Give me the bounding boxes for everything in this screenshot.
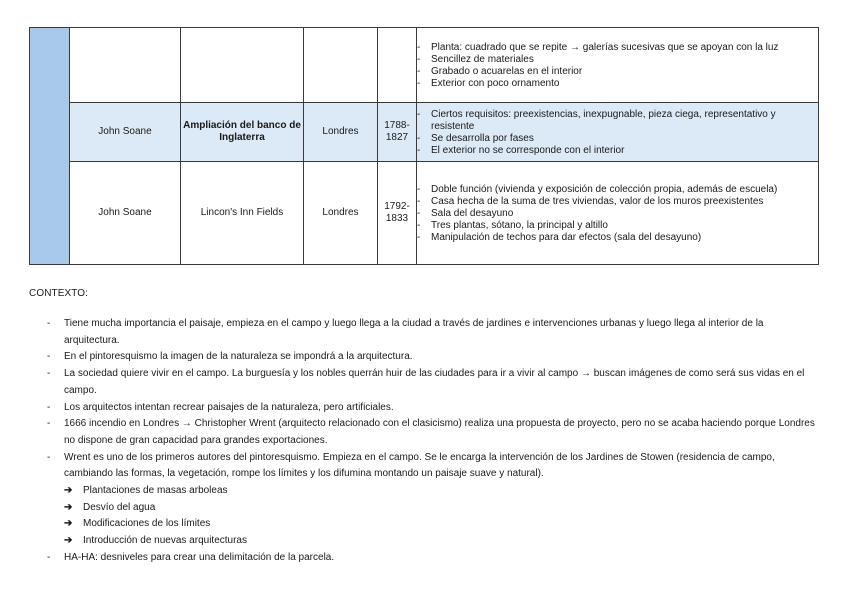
arrow-right-icon: ➔ — [64, 518, 73, 530]
context-item — [29, 550, 819, 567]
context-subitem-text: Modificaciones de los límites — [83, 518, 211, 530]
context-item-text: La sociedad quiere vivir en el campo. La burguesía y los nobles querrán huir de las ciudades para ir a vivir al campo → buscan imágenes de como será sus vidas en el campo. — [64, 368, 805, 396]
description-item: - Grabado o acuarelas en el interior — [417, 66, 818, 78]
bullet-dash: - — [47, 418, 51, 430]
table-row — [30, 162, 819, 265]
architect-cell — [70, 28, 181, 103]
description-cell — [417, 28, 819, 103]
bullet-dash: - — [47, 368, 51, 380]
table-row — [30, 28, 819, 103]
bullet-dash: - — [47, 351, 51, 363]
work-name-cell: Ampliación del banco de Inglaterra — [181, 103, 304, 162]
description-item: - Ciertos requisitos: preexistencias, inexpugnable, pieza ciega, representativo y resistente — [417, 109, 818, 133]
architect-cell: John Soane — [70, 162, 181, 265]
context-item — [29, 450, 819, 550]
context-subitem-text: Desvío del agua — [83, 501, 156, 513]
context-subitem — [64, 533, 819, 550]
context-subitem — [64, 516, 819, 533]
description-list — [417, 183, 818, 244]
description-cell — [417, 103, 819, 162]
description-item: - Casa hecha de la suma de tres viviendas, valor de los muros preexistentes — [417, 196, 818, 208]
architect-cell: John Soane — [70, 103, 181, 162]
description-item: - Planta: cuadrado que se repite → galerías sucesivas que se apoyan con la luz — [417, 42, 818, 54]
city-cell: Londres — [304, 103, 378, 162]
description-item: - Se desarrolla por fases — [417, 133, 818, 145]
arrow-right-icon: ➔ — [64, 535, 73, 547]
description-item: - Exterior con poco ornamento — [417, 78, 818, 90]
description-item: - Tres plantas, sótano, la principal y altillo — [417, 220, 818, 232]
architecture-table — [29, 27, 819, 265]
description-item: - Sencillez de materiales — [417, 54, 818, 66]
context-item — [29, 316, 819, 349]
context-item-text: HA-HA: desniveles para crear una delimitación de la parcela. — [64, 551, 335, 563]
context-item — [29, 416, 819, 449]
context-subitem — [64, 483, 819, 500]
description-item: - Sala del desayuno — [417, 208, 818, 220]
arrow-right-icon: ➔ — [64, 485, 73, 497]
context-sublist — [64, 483, 819, 550]
context-heading: CONTEXTO: — [29, 288, 89, 299]
description-list — [417, 41, 818, 90]
context-item — [29, 349, 819, 366]
city-cell — [304, 28, 378, 103]
date-cell — [378, 28, 417, 103]
table-row — [30, 103, 819, 162]
context-item — [29, 400, 819, 417]
context-item — [29, 366, 819, 399]
context-item-text: 1666 incendio en Londres → Christopher Wrent (arquitecto relacionado con el clasicismo) realiza una propuesta de proyecto, pero no se acaba haciendo porque Londres no dispone de gran capacidad para grandes exportaciones. — [64, 418, 815, 446]
table-side-band — [30, 28, 70, 265]
context-item-text: Tiene mucha importancia el paisaje, empieza en el campo y luego llega a la ciudad a través de jardines e intervenciones urbanas y luego llega al interior de la arquitectura. — [64, 318, 764, 346]
context-subitem-text: Introducción de nuevas arquitecturas — [83, 535, 247, 547]
date-cell: 1788-1827 — [378, 103, 417, 162]
city-cell: Londres — [304, 162, 378, 265]
bullet-dash: - — [47, 401, 51, 413]
context-subitem — [64, 500, 819, 517]
date-cell: 1792-1833 — [378, 162, 417, 265]
bullet-dash: - — [47, 318, 51, 329]
work-name-cell: Lincon's Inn Fields — [181, 162, 304, 265]
work-name-cell — [181, 28, 304, 103]
description-item: - Doble función (vivienda y exposición de colección propia, además de escuela) — [417, 184, 818, 196]
context-subitem-text: Plantaciones de masas arboleas — [83, 485, 228, 497]
description-item: - Manipulación de techos para dar efectos (sala del desayuno) — [417, 232, 818, 244]
description-cell — [417, 162, 819, 265]
context-list — [29, 316, 819, 567]
context-item-text: Wrent es uno de los primeros autores del pintoresquismo. Empieza en el campo. Se le encarga la intervención de los Jardines de Stowen (residencia de campo, cambiando las formas, la vegetación, rompe los límites y los difumina montando un paisaje suave y natural). — [64, 451, 775, 480]
arrow-right-icon: ➔ — [64, 501, 73, 513]
description-item: - El exterior no se corresponde con el interior — [417, 145, 818, 157]
context-item-text: En el pintoresquismo la imagen de la naturaleza se impondrá a la arquitectura. — [64, 351, 413, 363]
description-list — [417, 108, 818, 157]
bullet-dash: - — [47, 551, 51, 563]
context-item-text: Los arquitectos intentan recrear paisajes de la naturaleza, pero artificiales. — [64, 401, 394, 413]
bullet-dash: - — [47, 451, 51, 463]
